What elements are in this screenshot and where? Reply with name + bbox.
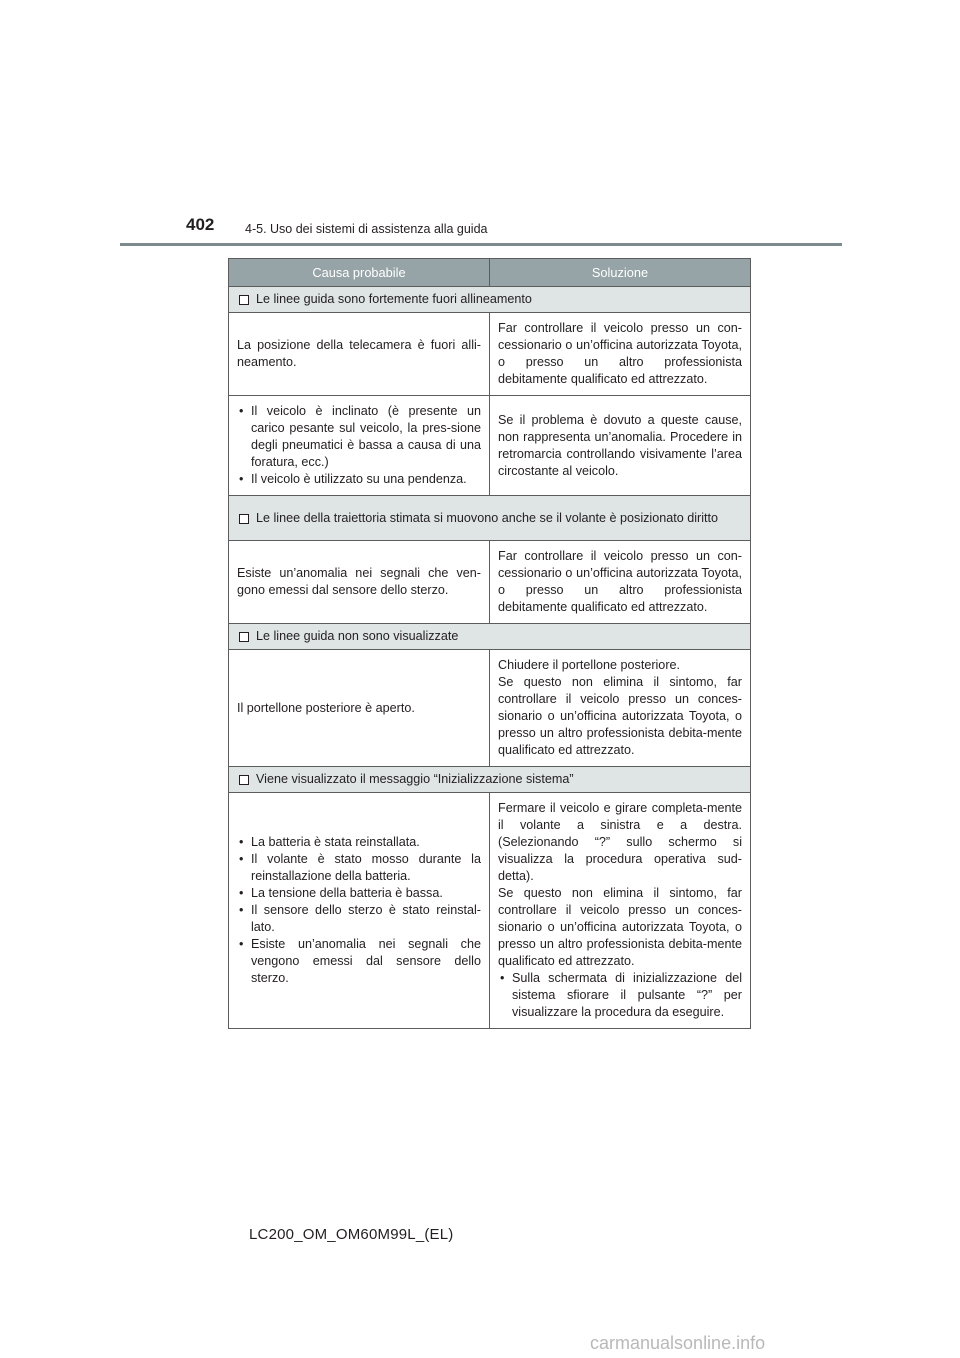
table-row [229, 650, 751, 767]
cause-cell [229, 650, 490, 767]
cause-cell [229, 793, 490, 1029]
solution-cell [490, 541, 751, 624]
cause-text: Esiste un’anomalia nei segnali che ven-gono emessi dal sensore dello sterzo. [237, 566, 481, 597]
watermark: carmanualsonline.info [590, 1333, 766, 1353]
section-title: 4-5. Uso dei sistemi di assistenza alla guida [245, 222, 488, 236]
cause-bullet-list [237, 834, 481, 987]
troubleshooting-table [228, 258, 751, 1029]
solution-cell [490, 650, 751, 767]
cause-text: La posizione della telecamera è fuori alli-neamento. [237, 338, 481, 369]
cause-bullet: • Il volante è stato mosso durante la reinstallazione della batteria. [237, 851, 481, 885]
solution-text: Far controllare il veicolo presso un con-cessionario o un’officina autorizzata Toyota, o presso un altro professionista debitamente qualificato ed attrezzato. [498, 549, 742, 614]
checkbox-icon [239, 295, 249, 305]
symptom-row [229, 287, 751, 313]
column-header-cause: Causa probabile [229, 259, 490, 287]
cause-bullet-list [237, 403, 481, 488]
symptom-text: Le linee guida sono fortemente fuori allineamento [256, 292, 532, 306]
column-header-solution: Soluzione [490, 259, 751, 287]
header-divider [120, 243, 842, 246]
cause-bullet: • Il veicolo è utilizzato su una pendenza. [237, 471, 481, 488]
solution-bullet: • Sulla schermata di inizializzazione del sistema sfiorare il pulsante “?” per visualizzare la procedura da eseguire. [498, 970, 742, 1021]
solution-cell [490, 396, 751, 496]
table-row [229, 793, 751, 1029]
table-row [229, 313, 751, 396]
cause-bullet: • Il veicolo è inclinato (è presente un carico pesante sul veicolo, la pres-sione degli pneumatici è bassa a causa di una foratura, ecc.) [237, 403, 481, 471]
cause-bullet: • Il sensore dello sterzo è stato reinstal-lato. [237, 902, 481, 936]
symptom-cell [229, 624, 751, 650]
checkbox-icon [239, 514, 249, 524]
symptom-row [229, 496, 751, 541]
troubleshooting-table-container [228, 258, 750, 1029]
table-row [229, 541, 751, 624]
cause-text: Il portellone posteriore è aperto. [237, 700, 415, 715]
solution-paragraph: Fermare il veicolo e girare completa-mente il volante a sinistra e a destra. (Selezionando “?” sullo schermo si visualizza la procedura operativa sud-detta). [498, 801, 742, 883]
symptom-row [229, 767, 751, 793]
solution-bullet-list [498, 970, 742, 1021]
symptom-cell [229, 496, 751, 541]
checkbox-icon [239, 632, 249, 642]
cause-bullet: • Esiste un’anomalia nei segnali che vengono emessi dal sensore dello sterzo. [237, 936, 481, 987]
cause-bullet: • La tensione della batteria è bassa. [237, 885, 481, 902]
solution-cell [490, 793, 751, 1029]
cause-bullet: • La batteria è stata reinstallata. [237, 834, 481, 851]
solution-text: Far controllare il veicolo presso un con-cessionario o un’officina autorizzata Toyota, o presso un altro professionista debitamente qualificato ed attrezzato. [498, 321, 742, 386]
table-row [229, 396, 751, 496]
solution-cell [490, 313, 751, 396]
solution-paragraph: Se questo non elimina il sintomo, far controllare il veicolo presso un conces-sionario o un’officina autorizzata Toyota, o presso un altro professionista debita-mente qualificato ed attrezzato. [498, 675, 742, 757]
cause-cell [229, 541, 490, 624]
checkbox-icon [239, 775, 249, 785]
symptom-cell [229, 287, 751, 313]
symptom-cell [229, 767, 751, 793]
solution-paragraph: Se questo non elimina il sintomo, far controllare il veicolo presso un conces-sionario o un’officina autorizzata Toyota, o presso un altro professionista debita-mente qualificato ed attrezzato. [498, 886, 742, 968]
symptom-row [229, 624, 751, 650]
symptom-text: Le linee della traiettoria stimata si muovono anche se il volante è posizionato diritto [256, 510, 719, 525]
cause-cell [229, 396, 490, 496]
document-code: LC200_OM_OM60M99L_(EL) [249, 1226, 454, 1243]
solution-paragraph: Chiudere il portellone posteriore. [498, 658, 681, 672]
symptom-text: Viene visualizzato il messaggio “Inizializzazione sistema” [256, 772, 574, 786]
symptom-text: Le linee guida non sono visualizzate [256, 629, 459, 643]
solution-text: Se il problema è dovuto a queste cause, non rappresenta un’anomalia. Procedere in retromarcia controllando visivamente l’area circostante al veicolo. [498, 412, 742, 478]
page-number: 402 [186, 215, 215, 234]
table-header-row [229, 259, 751, 287]
cause-cell [229, 313, 490, 396]
